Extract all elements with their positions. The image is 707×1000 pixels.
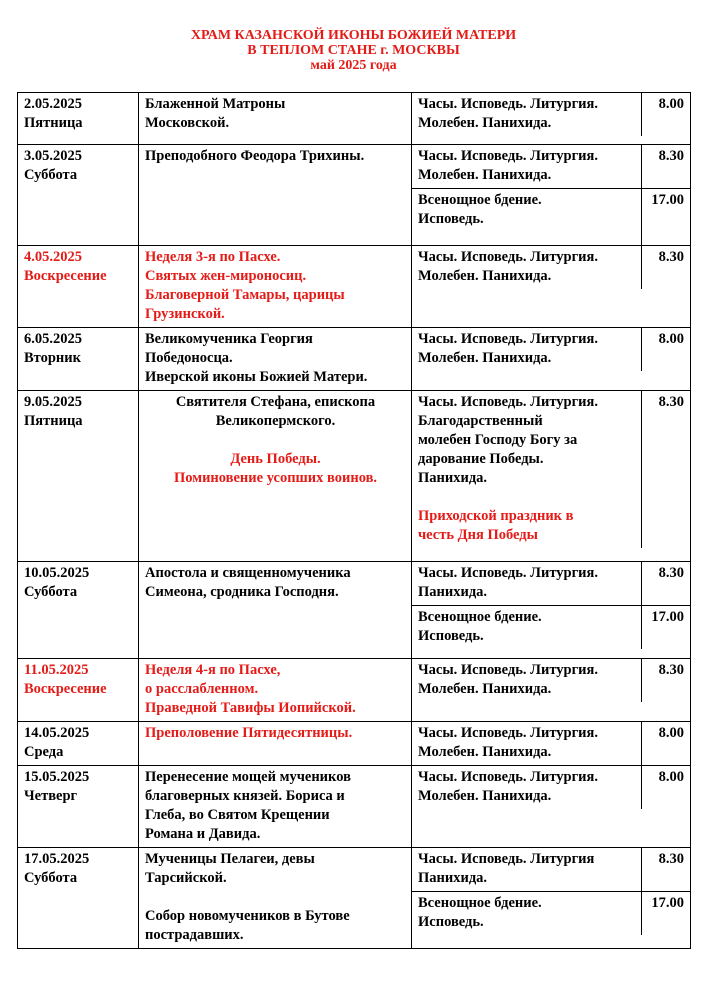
feast-cell [139, 93, 412, 145]
date: 11.05.2025 [24, 662, 89, 678]
service-row [412, 145, 690, 189]
feast-line: благоверных князей. Бориса и [145, 788, 345, 804]
service-line: Часы. Исповедь. Литургия. [418, 394, 598, 410]
services-table [412, 93, 690, 136]
date-cell [18, 246, 139, 328]
feast-line: Благоверной Тамары, царицы [145, 287, 345, 303]
date-cell [18, 391, 139, 562]
service-line: Всенощное бдение. [418, 192, 542, 208]
feast-line: Глеба, во Святом Крещении [145, 807, 330, 823]
service-text [412, 145, 641, 189]
services-table [412, 391, 690, 548]
service-line: молебен Господу Богу за [418, 432, 578, 448]
service-line: Часы. Исповедь. Литургия. [418, 662, 598, 678]
service-line-red: честь Дня Победы [418, 527, 538, 543]
feast-line-red: Преполовение Пятидесятницы. [145, 725, 353, 741]
feast-line: Блаженной Матроны [145, 96, 286, 112]
feast-line: Романа и Давида. [145, 826, 261, 842]
service-row [412, 766, 690, 809]
service-time: 17.00 [641, 189, 690, 246]
feast-line: пострадавших. [145, 927, 244, 943]
service-line: Панихида. [418, 584, 488, 600]
feast-line: о расслабленном. [145, 681, 259, 697]
services-table [412, 328, 690, 371]
date-cell [18, 766, 139, 848]
spacer [145, 888, 406, 907]
service-row [412, 659, 690, 702]
feast-line: Тарсийской. [145, 870, 227, 886]
feast-cell [139, 848, 412, 949]
feast-line: Московской. [145, 115, 230, 131]
date-cell [18, 93, 139, 145]
feast-line: Великомученика Георгия [145, 331, 313, 347]
service-line: Молебен. Панихида. [418, 681, 552, 697]
feast-line: Симеона, сродника Господня. [145, 584, 339, 600]
feast-line: Неделя 3-я по Пасхе. [145, 249, 281, 265]
services-table [412, 246, 690, 289]
service-line: дарование Победы. [418, 451, 544, 467]
document-header [0, 28, 707, 73]
service-line: Часы. Исповедь. Литургия. [418, 769, 598, 785]
schedule-row [18, 659, 691, 722]
schedule-row [18, 328, 691, 391]
header-title-line2: В ТЕПЛОМ СТАНЕ г. МОСКВЫ [247, 43, 460, 58]
feast-cell [139, 562, 412, 659]
feast-line: Апостола и священномученика [145, 565, 351, 581]
service-line-red: Приходской праздник в [418, 508, 574, 524]
service-line: Молебен. Панихида. [418, 350, 552, 366]
service-time: 8.00 [641, 328, 690, 371]
date: 4.05.2025 [24, 249, 82, 265]
service-row [412, 328, 690, 371]
weekday: Воскресение [24, 681, 107, 697]
service-text [412, 659, 641, 702]
service-row [412, 246, 690, 289]
services-cell [412, 848, 691, 949]
services-cell [412, 93, 691, 145]
schedule-row [18, 93, 691, 145]
service-row [412, 606, 690, 650]
schedule-table [17, 92, 691, 949]
date-cell [18, 722, 139, 766]
service-time: 17.00 [641, 892, 690, 936]
service-row [412, 848, 690, 892]
service-row [412, 892, 690, 936]
feast-line: Святителя Стефана, епископа [175, 394, 376, 410]
service-text [412, 892, 641, 936]
feast-line: Праведной Тавифы Иопийской. [145, 700, 356, 716]
feast-line: Перенесение мощей мучеников [145, 769, 351, 785]
service-time: 8.30 [641, 659, 690, 702]
weekday: Среда [24, 744, 64, 760]
weekday: Суббота [24, 870, 78, 886]
service-line: Всенощное бдение. [418, 609, 542, 625]
service-line: Молебен. Панихида. [418, 115, 552, 131]
weekday: Суббота [24, 167, 78, 183]
feast-line: Мученицы Пелагеи, девы [145, 851, 315, 867]
service-row [412, 391, 690, 548]
weekday: Четверг [24, 788, 78, 804]
services-cell [412, 766, 691, 848]
service-line: Молебен. Панихида. [418, 744, 552, 760]
service-line: Панихида. [418, 870, 488, 886]
services-table [412, 562, 690, 649]
service-time: 8.30 [641, 246, 690, 289]
feast-line: Победоносца. [145, 350, 233, 366]
service-time: 8.00 [641, 766, 690, 809]
service-line: Часы. Исповедь. Литургия. [418, 249, 598, 265]
services-cell [412, 328, 691, 391]
service-line: Исповедь. [418, 914, 484, 930]
services-cell [412, 246, 691, 328]
schedule-row [18, 766, 691, 848]
service-line: Панихида. [418, 470, 488, 486]
service-line: Часы. Исповедь. Литургия. [418, 148, 598, 164]
feast-cell [139, 722, 412, 766]
service-line: Часы. Исповедь. Литургия [418, 851, 595, 867]
spacer [145, 431, 406, 450]
weekday: Вторник [24, 350, 81, 366]
date-cell [18, 659, 139, 722]
service-row [412, 722, 690, 765]
date: 14.05.2025 [24, 725, 90, 741]
schedule-row [18, 848, 691, 949]
schedule-row [18, 562, 691, 659]
service-text [412, 722, 641, 765]
date: 15.05.2025 [24, 769, 90, 785]
service-line: Часы. Исповедь. Литургия. [418, 725, 598, 741]
service-line: Часы. Исповедь. Литургия. [418, 565, 598, 581]
service-text [412, 246, 641, 289]
services-cell [412, 562, 691, 659]
service-row [412, 562, 690, 606]
feast-cell [139, 328, 412, 391]
service-line: Молебен. Панихида. [418, 268, 552, 284]
services-cell [412, 659, 691, 722]
schedule-row [18, 722, 691, 766]
service-line: Часы. Исповедь. Литургия. [418, 96, 598, 112]
header-month: май 2025 года [310, 58, 397, 73]
service-row [412, 93, 690, 136]
date: 2.05.2025 [24, 96, 82, 112]
service-text [412, 189, 641, 246]
date: 3.05.2025 [24, 148, 82, 164]
schedule-row [18, 391, 691, 562]
services-table [412, 766, 690, 809]
feast-line-red: День Победы. [230, 451, 321, 467]
service-time: 8.00 [641, 93, 690, 136]
service-text [412, 848, 641, 892]
service-text [412, 606, 641, 650]
service-time: 8.30 [641, 391, 690, 548]
service-line: Молебен. Панихида. [418, 167, 552, 183]
feast-line: Неделя 4-я по Пасхе, [145, 662, 281, 678]
date: 6.05.2025 [24, 331, 82, 347]
feast-line: Собор новомучеников в Бутове [145, 908, 350, 924]
date: 17.05.2025 [24, 851, 90, 867]
weekday: Воскресение [24, 268, 107, 284]
weekday: Пятница [24, 115, 83, 131]
services-table [412, 722, 690, 765]
date-cell [18, 145, 139, 246]
feast-line: Иверской иконы Божией Матери. [145, 369, 368, 385]
service-text [412, 562, 641, 606]
service-text [412, 328, 641, 371]
services-table [412, 848, 690, 935]
services-table [412, 659, 690, 702]
weekday: Пятница [24, 413, 83, 429]
spacer [418, 488, 637, 507]
date-cell [18, 328, 139, 391]
feast-cell [139, 246, 412, 328]
feast-line: Великопермского. [215, 413, 336, 429]
services-cell [412, 391, 691, 562]
feast-cell [139, 766, 412, 848]
schedule-row [18, 145, 691, 246]
feast-line: Святых жен-мироносиц. [145, 268, 307, 284]
service-line: Всенощное бдение. [418, 895, 542, 911]
service-text [412, 391, 641, 548]
weekday: Суббота [24, 584, 78, 600]
service-time: 8.30 [641, 848, 690, 892]
service-line: Исповедь. [418, 211, 484, 227]
service-line: Благодарственный [418, 413, 543, 429]
service-row [412, 189, 690, 246]
services-cell [412, 722, 691, 766]
date: 9.05.2025 [24, 394, 82, 410]
feast-cell [139, 659, 412, 722]
services-cell [412, 145, 691, 246]
date: 10.05.2025 [24, 565, 90, 581]
feast-cell [139, 391, 412, 562]
feast-line-red: Поминовение усопших воинов. [173, 470, 378, 486]
feast-cell [139, 145, 412, 246]
schedule-row [18, 246, 691, 328]
service-line: Часы. Исповедь. Литургия. [418, 331, 598, 347]
header-title-line1: ХРАМ КАЗАНСКОЙ ИКОНЫ БОЖИЕЙ МАТЕРИ [190, 28, 517, 43]
feast-line: Преподобного Феодора Трихины. [145, 148, 365, 164]
service-text [412, 766, 641, 809]
service-text [412, 93, 641, 136]
date-cell [18, 562, 139, 659]
service-time: 8.00 [641, 722, 690, 765]
service-time: 17.00 [641, 606, 690, 650]
service-time: 8.30 [641, 145, 690, 189]
service-line: Исповедь. [418, 628, 484, 644]
service-time: 8.30 [641, 562, 690, 606]
date-cell [18, 848, 139, 949]
services-table [412, 145, 690, 245]
service-line: Молебен. Панихида. [418, 788, 552, 804]
feast-line: Грузинской. [145, 306, 225, 322]
